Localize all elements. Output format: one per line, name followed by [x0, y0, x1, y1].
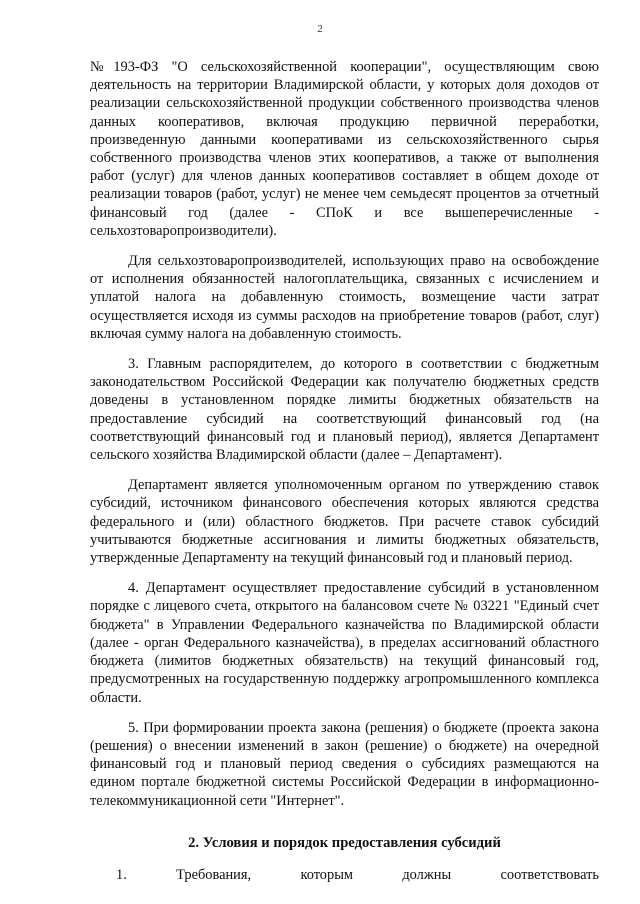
paragraph-vat-exemption: Для сельхозтоваропроизводителей, использующих право на освобождение от исполнения обязанностей налогоплательщика, связанных с исчислением и уплатой налога на добавленную стоимость, возмещение части затрат осуществляется исходя из суммы расходов на приобретение товаров (работ, слуг) включая сумму налога на добавленную стоимость. [90, 253, 599, 342]
paragraph-budget-portal: 5. При формировании проекта закона (решения) о бюджете (проекта закона (решения) о внесении изменений в закон (решение) о бюджете) на очередной финансовый год и плановый период сведения о субсидиях размещаются на едином портале бюджетной системы Российской Федерации в информационно-телекоммуникационной сети "Интернет". [90, 719, 599, 809]
requirement-word: которым [300, 866, 353, 883]
section-title: 2. Условия и порядок предоставления субсидий [188, 834, 501, 851]
paragraph-treasury-account: 4. Департамент осуществляет предоставление субсидий в установленном порядке с лицевого счета, открытого на балансовом счете № 03221 "Единый счет бюджета" в Управлении Федерального казначейства по Владимирской области (далее - орган Федерального казначейства), в пределах ассигнований областного бюджета (лимитов бюджетных обязательств) на текущий финансовый год, предусмотренных на государственную поддержку агропромышленного комплекса области. [90, 580, 599, 706]
requirement-number: 1. [116, 866, 127, 883]
requirement-word: должны [402, 866, 452, 883]
document-body [90, 58, 599, 884]
paragraph-department-authority: Департамент является уполномоченным органом по утверждению ставок субсидий, источником финансового обеспечения которых являются средства федерального и (или) областного бюджетов. При расчете ставок субсидий учитываются бюджетные ассигнования и лимиты бюджетных обязательств, утвержденные Департаменту на текущий финансовый год и плановый период. [90, 477, 599, 567]
paragraph-main-manager: 3. Главным распорядителем, до которого в соответствии с бюджетным законодательством Российской Федерации как получателю бюджетных средств доведены в установленном порядке лимиты бюджетных обязательств на предоставление субсидий на соответствующий финансовый год (на соответствующий финансовый год и плановый период), является Департамент сельского хозяйства Владимирской области (далее – Департамент). [90, 356, 599, 464]
requirement-word: Требования, [176, 866, 252, 883]
paragraph-cooperatives: №193-ФЗ "О сельскохозяйственной кооперации", осуществляющим свою деятельность на территории Владимирской области, у которых доля доходов от реализации сельскохозяйственной продукции собственного производства членов данных кооперативов, включая продукцию первичной переработки, произведенную данными кооперативами из сельскохозяйственного сырья собственного производства членов этих кооперативов, а также от выполнения работ (услуг) для членов данных кооперативов составляет в общем доходе от реализации товаров (работ, услуг) не менее чем семьдесят процентов за отчетный финансовый год (далее - СПоК и все вышеперечисленные - сельхозтоваропроизводители). [90, 59, 599, 239]
page-number: 2 [317, 23, 323, 35]
requirement-word: соответствовать [500, 866, 599, 883]
requirement-line [116, 866, 599, 884]
